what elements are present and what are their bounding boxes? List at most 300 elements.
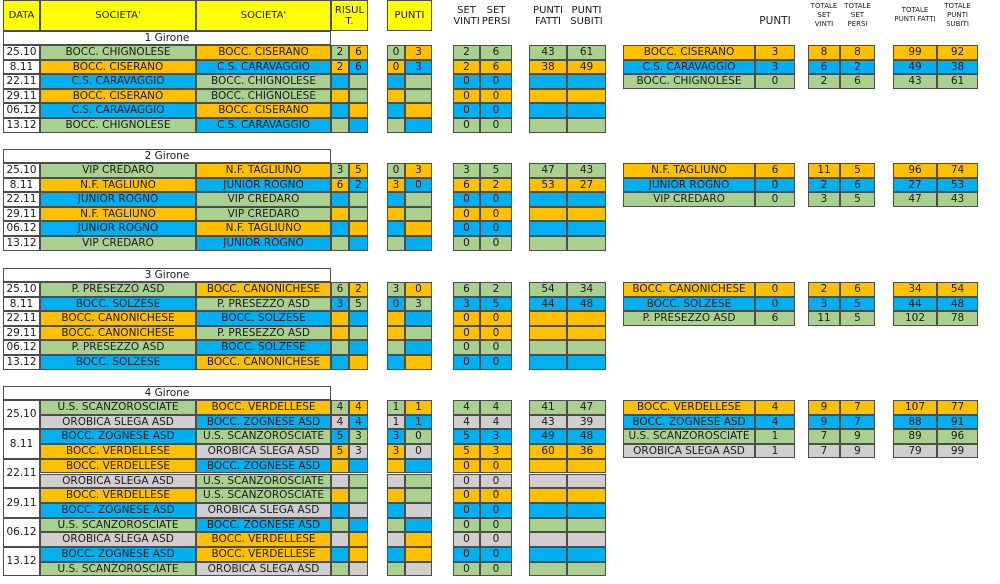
match-punti-fatti: 41 [529,400,567,415]
match-set-vinti: 0 [453,562,480,577]
header-tot-punti-subiti: TOTALE PUNTI SUBITI [944,1,971,28]
match-punti-subiti [567,89,606,104]
match-points-away: 0 [405,282,432,297]
match-set-vinti: 0 [453,355,480,370]
standings-tot-set-persi: 6 [840,282,875,297]
match-home-team: JUNIOR ROGNO [40,221,196,236]
girone-title: 3 Girone [3,268,331,282]
match-set-persi: 0 [480,311,512,326]
standings-tot-punti-fatti: 79 [893,444,937,459]
match-punti-fatti: 53 [529,178,567,193]
match-home-team: BOCC. CHIGNOLESE [40,45,196,60]
standings-team: VIP CREDARO [623,192,755,207]
match-set-vinti: 0 [453,326,480,341]
match-punti-subiti [567,74,606,89]
match-result-away: 2 [349,282,368,297]
match-punti-subiti: 47 [567,400,606,415]
match-date: 22.11 [3,311,40,326]
standings-team: BOCC. ZOGNESE ASD [623,415,755,430]
match-points-away: 3 [405,45,432,60]
match-points-home: 0 [387,60,405,75]
match-points-away [405,518,432,533]
standings-punti: 6 [755,311,795,326]
standings-tot-set-vinti: 6 [808,60,840,75]
standings-tot-punti-fatti: 99 [893,45,937,60]
match-punti-fatti [529,474,567,489]
standings-punti: 3 [755,60,795,75]
match-result-away [349,192,368,207]
match-set-vinti: 0 [453,311,480,326]
standings-tot-punti-fatti: 27 [893,178,937,193]
match-home-team: BOCC. VERDELLESE [40,459,196,474]
match-punti-subiti: 61 [567,45,606,60]
match-points-away [405,474,432,489]
match-set-vinti: 6 [453,282,480,297]
match-result-home [331,236,349,251]
match-home-team: BOCC. VERDELLESE [40,488,196,503]
match-result-away [349,221,368,236]
match-away-team: BOCC. SOLZESE [196,311,331,326]
match-set-vinti: 0 [453,207,480,222]
match-punti-subiti: 43 [567,163,606,178]
match-set-vinti: 6 [453,178,480,193]
match-set-persi: 0 [480,340,512,355]
match-result-away [349,118,368,133]
match-set-vinti: 0 [453,118,480,133]
match-punti-subiti [567,192,606,207]
match-set-persi: 0 [480,221,512,236]
match-set-vinti: 0 [453,221,480,236]
header-standings-punti: PUNTI [759,14,791,27]
match-set-vinti: 5 [453,444,480,459]
standings-team: N.F. TAGLIUNO [623,163,755,178]
match-away-team: BOCC. ZOGNESE ASD [196,459,331,474]
standings-tot-punti-subiti: 53 [937,178,978,193]
standings-tot-punti-fatti: 44 [893,297,937,312]
standings-tot-set-vinti: 11 [808,311,840,326]
standings-punti: 0 [755,192,795,207]
match-points-away: 3 [405,297,432,312]
standings-team: BOCC. CISERANO [623,45,755,60]
match-home-team: U.S. SCANZOROSCIATE [40,562,196,577]
match-set-vinti: 0 [453,532,480,547]
match-set-vinti: 0 [453,503,480,518]
header-societa-away: SOCIETA' [196,0,331,31]
match-points-home [387,547,405,562]
standings-tot-punti-subiti: 91 [937,415,978,430]
girone-title: 2 Girone [3,149,331,163]
match-punti-fatti: 43 [529,415,567,430]
standings-tot-set-persi: 7 [840,415,875,430]
match-punti-subiti [567,340,606,355]
standings-punti: 1 [755,429,795,444]
match-points-away [405,103,432,118]
match-punti-fatti: 43 [529,45,567,60]
standings-tot-set-persi: 5 [840,311,875,326]
standings-punti: 0 [755,282,795,297]
standings-tot-punti-fatti: 96 [893,163,937,178]
match-punti-fatti [529,547,567,562]
match-away-team: N.F. TAGLIUNO [196,221,331,236]
match-points-home: 3 [387,444,405,459]
match-result-away [349,547,368,562]
standings-punti: 4 [755,400,795,415]
match-points-away: 1 [405,400,432,415]
match-points-home [387,89,405,104]
match-result-home [331,74,349,89]
match-points-away [405,326,432,341]
match-away-team: BOCC. VERDELLESE [196,400,331,415]
match-date: 25.10 [3,400,40,429]
match-result-home: 4 [331,400,349,415]
match-set-persi: 0 [480,532,512,547]
match-set-persi: 4 [480,415,512,430]
standings-tot-set-persi: 9 [840,444,875,459]
match-away-team: C.S. CARAVAGGIO [196,118,331,133]
match-home-team: N.F. TAGLIUNO [40,178,196,193]
standings-tot-set-vinti: 9 [808,400,840,415]
match-punti-fatti [529,562,567,577]
match-home-team: BOCC. ZOGNESE ASD [40,547,196,562]
match-set-persi: 3 [480,429,512,444]
match-punti-fatti: 54 [529,282,567,297]
match-points-home: 1 [387,415,405,430]
match-punti-subiti [567,118,606,133]
match-date: 29.11 [3,326,40,341]
match-result-home: 5 [331,429,349,444]
match-result-away [349,103,368,118]
match-set-persi: 0 [480,103,512,118]
match-away-team: BOCC. ZOGNESE ASD [196,518,331,533]
match-result-away [349,518,368,533]
match-home-team: VIP CREDARO [40,163,196,178]
match-result-home [331,89,349,104]
match-result-home: 5 [331,444,349,459]
match-away-team: VIP CREDARO [196,192,331,207]
standings-tot-punti-fatti: 34 [893,282,937,297]
match-points-home [387,503,405,518]
match-punti-fatti [529,103,567,118]
header-set-vinti: SET VINTI [453,4,480,27]
match-home-team: OROBICA SLEGA ASD [40,532,196,547]
standings-team: BOCC. SOLZESE [623,297,755,312]
match-punti-subiti: 48 [567,297,606,312]
match-result-away [349,562,368,577]
match-result-home [331,562,349,577]
match-away-team: BOCC. VERDELLESE [196,547,331,562]
standings-tot-punti-subiti: 43 [937,192,978,207]
match-punti-subiti [567,103,606,118]
match-home-team: U.S. SCANZOROSCIATE [40,518,196,533]
match-set-persi: 0 [480,74,512,89]
match-punti-fatti: 60 [529,444,567,459]
match-set-persi: 5 [480,163,512,178]
match-punti-fatti: 38 [529,60,567,75]
match-home-team: C.S. CARAVAGGIO [40,74,196,89]
match-points-home [387,221,405,236]
match-set-vinti: 0 [453,459,480,474]
match-punti-fatti [529,118,567,133]
match-punti-subiti: 49 [567,60,606,75]
match-result-away: 4 [349,400,368,415]
match-points-home [387,326,405,341]
match-result-home [331,192,349,207]
header-tot-punti-fatti: TOTALE PUNTI FATTI [894,6,936,23]
match-set-vinti: 0 [453,488,480,503]
match-home-team: BOCC. VERDELLESE [40,444,196,459]
match-away-team: BOCC. CISERANO [196,103,331,118]
match-set-persi: 0 [480,503,512,518]
match-home-team: BOCC. CISERANO [40,89,196,104]
match-punti-fatti [529,355,567,370]
standings-tot-punti-fatti: 43 [893,74,937,89]
match-points-away [405,532,432,547]
match-set-vinti: 0 [453,74,480,89]
match-points-away [405,311,432,326]
match-home-team: JUNIOR ROGNO [40,192,196,207]
standings-tot-punti-subiti: 77 [937,400,978,415]
match-punti-subiti [567,236,606,251]
match-points-home [387,459,405,474]
match-set-vinti: 3 [453,163,480,178]
match-points-away: 0 [405,178,432,193]
standings-tot-punti-subiti: 99 [937,444,978,459]
match-result-away [349,459,368,474]
match-points-away: 0 [405,444,432,459]
standings-tot-set-persi: 5 [840,297,875,312]
match-home-team: BOCC. ZOGNESE ASD [40,503,196,518]
match-result-away [349,474,368,489]
match-date: 06.12 [3,518,40,547]
match-result-away [349,311,368,326]
standings-punti: 3 [755,45,795,60]
match-punti-subiti: 27 [567,178,606,193]
header-set-persi: SET PERSI [481,4,511,27]
match-set-persi: 5 [480,297,512,312]
standings-tot-set-vinti: 2 [808,74,840,89]
standings-tot-punti-subiti: 78 [937,311,978,326]
match-result-home [331,103,349,118]
header-societa-home: SOCIETA' [40,0,196,31]
match-points-home [387,118,405,133]
match-result-home [331,474,349,489]
match-points-away [405,236,432,251]
match-set-persi: 0 [480,355,512,370]
match-punti-subiti [567,518,606,533]
match-set-persi: 6 [480,45,512,60]
girone-title: 1 Girone [3,31,331,45]
match-punti-fatti [529,207,567,222]
match-away-team: BOCC. SOLZESE [196,340,331,355]
standings-punti: 1 [755,444,795,459]
match-punti-subiti: 34 [567,282,606,297]
match-punti-subiti [567,547,606,562]
match-points-away: 3 [405,60,432,75]
match-points-away [405,89,432,104]
standings-tot-set-vinti: 2 [808,282,840,297]
match-punti-subiti [567,221,606,236]
standings-punti: 6 [755,163,795,178]
match-set-persi: 0 [480,547,512,562]
standings-team: C.S. CARAVAGGIO [623,60,755,75]
match-date: 22.11 [3,74,40,89]
header-punti-subiti: PUNTI SUBITI [570,4,603,27]
match-points-away [405,221,432,236]
match-punti-subiti [567,474,606,489]
standings-tot-set-persi: 7 [840,400,875,415]
girone-title: 4 Girone [3,386,331,400]
match-result-away [349,503,368,518]
match-points-away [405,118,432,133]
match-home-team: BOCC. CHIGNOLESE [40,118,196,133]
match-punti-subiti: 36 [567,444,606,459]
match-punti-fatti [529,311,567,326]
match-set-vinti: 2 [453,45,480,60]
match-points-home: 3 [387,429,405,444]
match-points-away: 0 [405,429,432,444]
match-points-away [405,503,432,518]
match-result-home [331,311,349,326]
match-home-team: BOCC. ZOGNESE ASD [40,429,196,444]
match-home-team: OROBICA SLEGA ASD [40,474,196,489]
standings-tot-set-persi: 8 [840,45,875,60]
match-punti-fatti [529,532,567,547]
match-result-away: 2 [349,178,368,193]
match-set-vinti: 4 [453,400,480,415]
match-date: 13.12 [3,236,40,251]
match-punti-subiti [567,459,606,474]
match-points-home [387,74,405,89]
match-punti-fatti: 47 [529,163,567,178]
standings-team: U.S. SCANZOROSCIATE [623,429,755,444]
match-result-away: 5 [349,163,368,178]
match-result-home [331,488,349,503]
match-set-vinti: 0 [453,89,480,104]
match-set-persi: 0 [480,474,512,489]
standings-tot-punti-fatti: 88 [893,415,937,430]
match-points-home: 3 [387,282,405,297]
match-points-home [387,192,405,207]
match-points-home [387,518,405,533]
match-result-away [349,326,368,341]
match-home-team: BOCC. CANONICHESE [40,326,196,341]
match-punti-subiti [567,355,606,370]
match-result-away [349,207,368,222]
match-set-persi: 6 [480,60,512,75]
match-set-vinti: 0 [453,103,480,118]
match-date: 25.10 [3,163,40,178]
match-home-team: BOCC. SOLZESE [40,297,196,312]
match-punti-subiti [567,207,606,222]
match-away-team: JUNIOR ROGNO [196,236,331,251]
standings-team: BOCC. CHIGNOLESE [623,74,755,89]
match-result-away [349,488,368,503]
standings-tot-punti-subiti: 38 [937,60,978,75]
standings-tot-punti-fatti: 89 [893,429,937,444]
match-date: 06.12 [3,340,40,355]
match-date: 22.11 [3,192,40,207]
match-home-team: P. PRESEZZO ASD [40,282,196,297]
match-set-vinti: 0 [453,192,480,207]
match-set-persi: 0 [480,236,512,251]
match-date: 22.11 [3,459,40,488]
standings-tot-punti-fatti: 107 [893,400,937,415]
standings-tot-set-vinti: 3 [808,297,840,312]
match-punti-fatti: 44 [529,297,567,312]
match-home-team: P. PRESEZZO ASD [40,340,196,355]
standings-tot-punti-subiti: 92 [937,45,978,60]
match-away-team: P. PRESEZZO ASD [196,326,331,341]
match-points-home: 1 [387,400,405,415]
match-set-vinti: 0 [453,518,480,533]
match-date: 29.11 [3,89,40,104]
match-away-team: VIP CREDARO [196,207,331,222]
match-punti-fatti [529,236,567,251]
match-set-persi: 0 [480,207,512,222]
standings-tot-punti-fatti: 47 [893,192,937,207]
match-result-away: 4 [349,415,368,430]
match-result-away: 3 [349,429,368,444]
match-result-home [331,518,349,533]
standings-tot-set-vinti: 2 [808,178,840,193]
match-away-team: C.S. CARAVAGGIO [196,60,331,75]
header-punti-fatti: PUNTI FATTI [533,4,563,27]
match-set-vinti: 2 [453,60,480,75]
match-away-team: P. PRESEZZO ASD [196,297,331,312]
match-away-team: BOCC. CHIGNOLESE [196,89,331,104]
match-points-home [387,355,405,370]
standings-tot-set-vinti: 8 [808,45,840,60]
match-home-team: BOCC. CISERANO [40,60,196,75]
match-result-away: 5 [349,297,368,312]
match-result-away: 6 [349,45,368,60]
match-points-away [405,459,432,474]
match-points-away: 3 [405,163,432,178]
standings-tot-set-persi: 9 [840,429,875,444]
match-result-away [349,236,368,251]
match-away-team: OROBICA SLEGA ASD [196,444,331,459]
match-home-team: N.F. TAGLIUNO [40,207,196,222]
match-date: 25.10 [3,45,40,60]
match-result-home [331,207,349,222]
match-punti-subiti [567,488,606,503]
match-home-team: OROBICA SLEGA ASD [40,415,196,430]
match-set-persi: 0 [480,562,512,577]
match-punti-fatti [529,89,567,104]
match-date: 8.11 [3,429,40,458]
match-result-home [331,547,349,562]
match-away-team: N.F. TAGLIUNO [196,163,331,178]
match-home-team: U.S. SCANZOROSCIATE [40,400,196,415]
header-tot-set-persi: TOTALE SET PERSI [844,1,871,28]
match-date: 06.12 [3,103,40,118]
standings-punti: 0 [755,74,795,89]
match-points-away [405,340,432,355]
standings-tot-set-persi: 6 [840,74,875,89]
match-set-persi: 0 [480,488,512,503]
match-set-persi: 4 [480,400,512,415]
match-points-home [387,340,405,355]
match-set-vinti: 3 [453,297,480,312]
match-away-team: BOCC. CANONICHESE [196,355,331,370]
match-punti-fatti [529,488,567,503]
match-points-away [405,355,432,370]
match-away-team: OROBICA SLEGA ASD [196,562,331,577]
match-date: 13.12 [3,547,40,576]
match-points-home [387,488,405,503]
match-punti-subiti [567,326,606,341]
match-result-home: 3 [331,163,349,178]
